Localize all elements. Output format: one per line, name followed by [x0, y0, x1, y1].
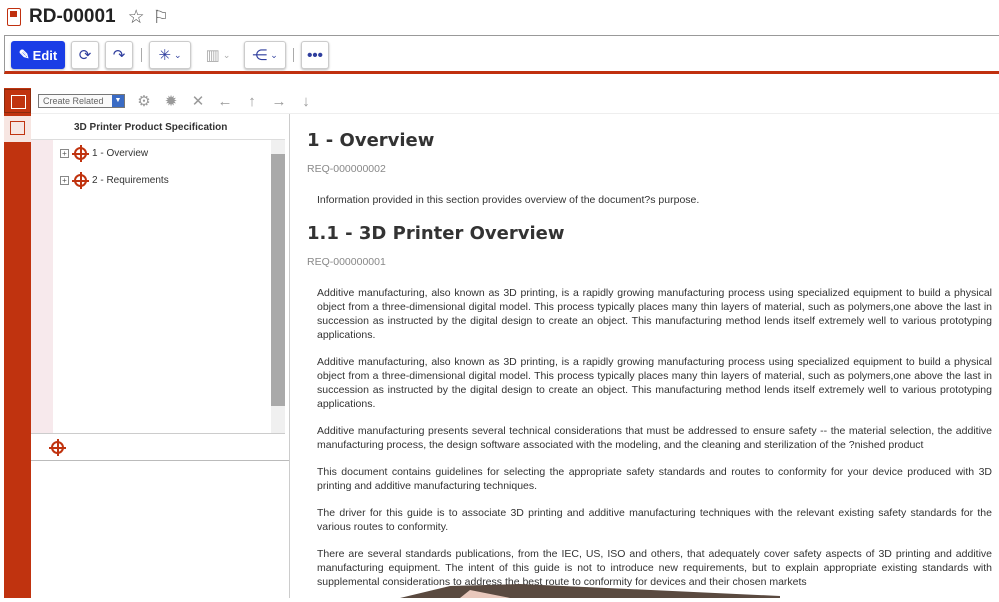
arrow-down-icon[interactable]: ↓ [302, 92, 310, 110]
trace-icon: ↷ [112, 47, 126, 64]
dropdown-arrow-icon: ▼ [112, 95, 124, 107]
tree-title: 3D Printer Product Specification [74, 122, 228, 133]
tree-gutter [31, 140, 53, 433]
chevron-down-icon: ⌄ [222, 49, 231, 60]
trace-button[interactable] [105, 41, 133, 69]
paragraph: Information provided in this section provides overview of the document?s purpose. [317, 194, 700, 206]
section-heading: 1.1 - 3D Printer Overview [307, 223, 565, 244]
share-button[interactable] [244, 41, 286, 69]
main-toolbar [4, 35, 999, 74]
page-title: RD-00001 [29, 6, 116, 27]
more-icon: ••• [307, 46, 323, 64]
reports-button[interactable] [198, 41, 238, 69]
requirement-icon [74, 147, 87, 160]
arrow-up-icon[interactable]: ↑ [248, 92, 256, 110]
title-bar [0, 0, 999, 34]
requirement-icon[interactable] [51, 441, 64, 454]
star-icon[interactable]: ☆ [127, 6, 145, 28]
side-rail [4, 88, 31, 598]
tree-footer [31, 434, 289, 461]
document-content [307, 130, 992, 602]
document-icon [7, 8, 21, 26]
paragraph: There are several standards publications, from the IEC, US, ISO and others, that adequately cover safety aspects of 3D printing and additive manufacturing equipment. The intent of this guide is not to introduce new requirements, but to explain appropriate existing standards with supplemental considerations to address the best route to conformity for devices and their chosen markets [317, 548, 992, 588]
section-3d-printer-overview [307, 223, 992, 589]
more-button[interactable] [301, 41, 329, 69]
clipboard-chart-icon: ▥ [205, 47, 220, 64]
create-related-label: Create Related [43, 96, 104, 106]
edit-label: Edit [32, 47, 58, 63]
tree-toolbar-icons [136, 90, 314, 112]
tree-item-overview[interactable] [60, 147, 148, 160]
chevron-down-icon: ⌄ [174, 49, 182, 60]
share-icon: ⋲ [252, 47, 268, 64]
gear-filled-icon[interactable]: ✹ [164, 92, 178, 110]
create-related-select[interactable] [38, 94, 125, 108]
requirement-icon [74, 174, 87, 187]
arrow-right-icon[interactable]: → [271, 92, 287, 110]
network-icon: ✳ [158, 47, 172, 64]
relations-button[interactable] [149, 41, 191, 69]
arrow-left-icon[interactable]: ← [217, 92, 233, 110]
chevron-down-icon: ⌄ [270, 49, 278, 60]
section-heading: 1 - Overview [307, 130, 435, 151]
refresh-button[interactable] [71, 41, 99, 69]
list-icon [11, 95, 26, 109]
paragraph: Additive manufacturing, also known as 3D printing, is a rapidly growing manufacturing process using specialized equipment to build a physical object from a three-dimensional digital model. This process typically places many thin layers of material, such as polymers,one above the last in succession as instructed by the digital design to create an object. This manufacturing method lends itself extremely well to various prototyping applications. [317, 356, 992, 410]
paragraph: The driver for this guide is to associate 3D printing and additive manufacturing techniques with the relevant existing safety standards for the various routes to conformity. [317, 507, 992, 533]
outline-view-button[interactable] [4, 89, 31, 113]
expand-icon[interactable]: + [60, 149, 69, 158]
printer-image [400, 582, 780, 598]
tree-item-requirements[interactable] [60, 174, 169, 187]
paragraph: This document contains guidelines for selecting the appropriate safety standards and routes to conformity for your device produced with 3D printing and additive manufacturing techniques. [317, 466, 992, 492]
expand-icon[interactable]: + [60, 176, 69, 185]
document-edit-icon [10, 121, 25, 135]
paragraph: Additive manufacturing, also known as 3D printing, is a rapidly growing manufacturing process using specialized equipment to build a physical object from a three-dimensional digital model. This process typically places many thin layers of material, such as polymers,one above the last in succession as instructed by the digital design to create an object. This manufacturing method lends itself extremely well to various prototyping applications. [317, 287, 992, 341]
tree-item-label: 2 - Requirements [92, 175, 169, 186]
paragraph: Additive manufacturing presents several technical considerations that must be addressed to ensure safety -- the material selection, the additive manufacturing process, the design software associated with the modeling, and the cleaning and sterilization of the ?nished product [317, 425, 992, 451]
flag-icon[interactable]: ⚐ [152, 7, 169, 27]
tree-item-label: 1 - Overview [92, 148, 149, 159]
document-edit-button[interactable] [4, 116, 31, 142]
refresh-icon: ⟳ [78, 47, 92, 64]
close-icon[interactable]: ✕ [191, 92, 205, 110]
requirement-id[interactable]: REQ-000000002 [307, 163, 386, 175]
edit-button[interactable] [11, 41, 65, 69]
requirement-id[interactable]: REQ-000000001 [307, 256, 386, 268]
scrollbar-thumb[interactable] [271, 154, 285, 406]
section-overview [307, 130, 992, 207]
gear-icon[interactable]: ⚙ [137, 92, 151, 110]
pencil-icon: ✎ [18, 47, 30, 62]
